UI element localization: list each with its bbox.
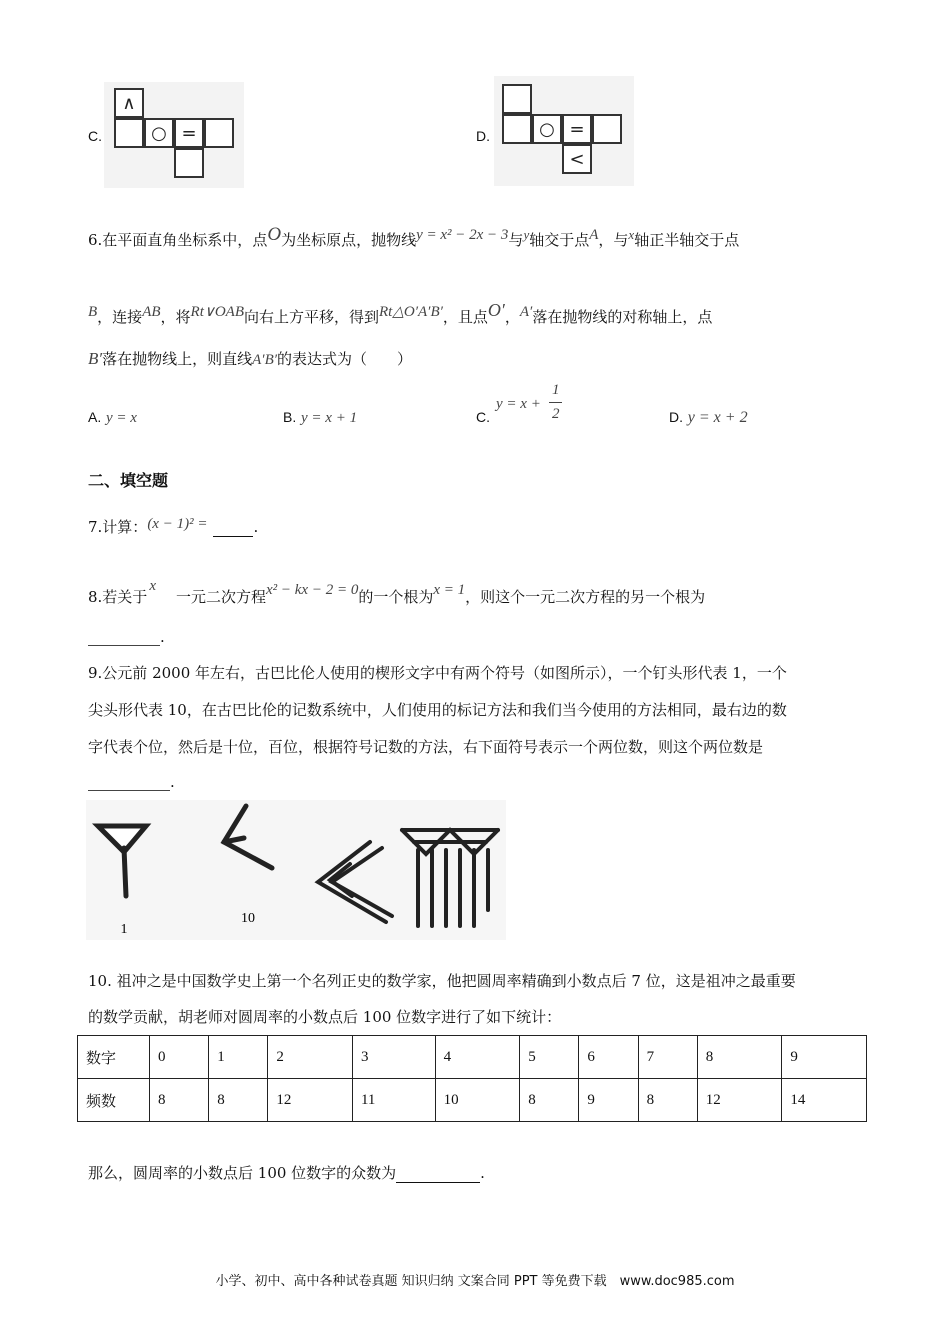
q8-text: 一元二次方程 xyxy=(175,588,266,606)
q6-option-a xyxy=(88,408,137,427)
table-cell: 12 xyxy=(697,1079,782,1122)
option-c-label: C. xyxy=(88,128,102,144)
table-row-header: 数字 xyxy=(78,1036,150,1079)
q10-end: . xyxy=(480,1164,485,1182)
net-figure-c xyxy=(104,82,244,188)
table-cell: 12 xyxy=(268,1079,353,1122)
q6-text: ，连接 xyxy=(97,308,143,326)
q9-line1: 9.公元前 2000 年左右，古巴比伦人使用的楔形文字中有两个符号（如图所示），一个钉头形代表 1，一个 xyxy=(88,664,787,682)
q8-root: x = 1 xyxy=(433,582,466,598)
net-cell: = xyxy=(562,114,592,144)
table-cell: 9 xyxy=(579,1079,638,1122)
q8 xyxy=(88,578,705,607)
table-row xyxy=(78,1036,867,1079)
q6-line3 xyxy=(88,348,412,369)
q6-line2 xyxy=(88,300,712,327)
math-triangle-oab-prime: Rt△O′A′B′ xyxy=(379,304,443,320)
q6-text: 落在抛物线上，则直线 xyxy=(102,350,253,368)
q9-line3: 字代表个位，然后是十位，百位，根据符号记数的方法，右下面符号表示一个两位数，则这个两位数是 xyxy=(88,738,764,756)
combined-symbol xyxy=(318,830,498,926)
net-cell: ∧ xyxy=(114,88,144,118)
frequency-table xyxy=(77,1035,867,1122)
q7 xyxy=(88,516,258,537)
q6-text: ，与 xyxy=(598,231,629,249)
table-cell: 8 xyxy=(209,1079,268,1122)
net-cell xyxy=(502,114,532,144)
q6-option-c xyxy=(476,408,490,426)
angle-head-symbol xyxy=(224,806,272,868)
math-a-prime: A′ xyxy=(519,304,533,320)
option-label: B. xyxy=(283,409,297,425)
parabola-expr: y = x² − 2x − 3 xyxy=(416,227,509,243)
label-ten: 10 xyxy=(241,911,255,926)
table-cell: 8 xyxy=(697,1036,782,1079)
q10-after-text: 那么，圆周率的小数点后 100 位数字的众数为 xyxy=(88,1164,397,1182)
q6-text: 6.在平面直角坐标系中，点 xyxy=(88,231,268,249)
fraction-denominator: 2 xyxy=(552,406,560,422)
page-footer: 小学、初中、高中各种试卷真题 知识归纳 文案合同 PPT 等免费下载 www.doc985.com xyxy=(215,1274,735,1289)
answer-blank xyxy=(88,631,160,646)
option-d-label: D. xyxy=(476,128,490,144)
math-a: A xyxy=(589,227,599,243)
table-cell: 14 xyxy=(782,1079,867,1122)
q6-text: ，将 xyxy=(160,308,191,326)
math-x: x xyxy=(149,578,156,594)
option-label: A. xyxy=(88,409,102,425)
net-cell: ○ xyxy=(144,118,174,148)
q6-text: 向右上方平移，得到 xyxy=(244,308,380,326)
table-row xyxy=(78,1079,867,1122)
net-figure-d xyxy=(494,76,634,186)
section-heading: 二、填空题 xyxy=(88,471,169,490)
table-cell: 1 xyxy=(209,1036,268,1079)
q7-expr: (x − 1)² = xyxy=(147,516,208,532)
q6-line1 xyxy=(88,224,739,250)
q6-text: 轴正半轴交于点 xyxy=(634,231,740,249)
nail-head-symbol xyxy=(98,826,146,896)
table-cell: 9 xyxy=(782,1036,867,1079)
q10-line2: 的数学贡献，胡老师对圆周率的小数点后 100 位数字进行了如下统计： xyxy=(88,1008,562,1026)
net-cell xyxy=(502,84,532,114)
q7-prefix: 7.计算： xyxy=(88,518,148,536)
math-o: O xyxy=(267,224,282,245)
math-o-prime: O′ xyxy=(487,300,505,320)
net-cell: < xyxy=(562,144,592,174)
table-cell: 10 xyxy=(435,1079,520,1122)
table-cell: 5 xyxy=(520,1036,579,1079)
q8-equation: x² − kx − 2 = 0 xyxy=(266,582,359,598)
answer-blank xyxy=(88,776,170,791)
q6-text: 轴交于点 xyxy=(529,231,590,249)
net-cell xyxy=(114,118,144,148)
q9-blank-line xyxy=(88,773,175,791)
option-expr: y = x + xyxy=(496,396,541,412)
option-expr: y = x + 2 xyxy=(687,409,748,426)
q6-text: 为坐标原点，抛物线 xyxy=(281,231,417,249)
option-label: D. xyxy=(669,409,683,425)
table-cell: 8 xyxy=(520,1079,579,1122)
option-expr: y = x + 1 xyxy=(301,410,358,426)
net-cell: ○ xyxy=(532,114,562,144)
q8-text: 的一个根为 xyxy=(358,588,434,606)
cuneiform-figure xyxy=(86,800,506,940)
q10-line1: 10. 祖冲之是中国数学史上第一个名列正史的数学家，他把圆周率精确到小数点后 7 位，这是祖冲之最重要 xyxy=(88,972,796,990)
q6-text: ，且点 xyxy=(442,308,488,326)
q8-end: . xyxy=(160,628,165,646)
table-cell: 7 xyxy=(638,1036,697,1079)
net-cell: = xyxy=(174,118,204,148)
q6-text: 的表达式为（ ） xyxy=(277,350,413,368)
q6-option-b xyxy=(283,408,357,427)
answer-blank xyxy=(396,1168,480,1183)
table-row-header: 频数 xyxy=(78,1079,150,1122)
net-cell xyxy=(204,118,234,148)
math-ab: AB xyxy=(142,304,161,320)
net-cell xyxy=(592,114,622,144)
table-cell: 4 xyxy=(435,1036,520,1079)
q9-line2: 尖头形代表 10，在古巴比伦的记数系统中，人们使用的标记方法和我们当今使用的方法相同，最右边的数 xyxy=(88,701,787,719)
q8-text: ，则这个一元二次方程的另一个根为 xyxy=(465,588,706,606)
math-y: y xyxy=(523,227,530,242)
q6-option-d xyxy=(669,408,748,427)
fraction-numerator: 1 xyxy=(552,382,560,398)
math-b-prime: B′ xyxy=(88,349,103,368)
cuneiform-drawing xyxy=(86,800,506,940)
math-x: x xyxy=(628,227,635,242)
q6-text: 落在抛物线的对称轴上，点 xyxy=(532,308,713,326)
math-b: B xyxy=(88,304,98,320)
math-triangle-oab: Rt∨OAB xyxy=(190,304,244,320)
q6-text: 与 xyxy=(508,231,524,249)
q8-blank-line xyxy=(88,628,165,646)
q9-end: . xyxy=(170,773,175,791)
answer-blank xyxy=(213,522,253,537)
table-cell: 3 xyxy=(352,1036,435,1079)
option-label: C. xyxy=(476,409,490,425)
fraction-bar xyxy=(549,402,562,403)
table-cell: 2 xyxy=(268,1036,353,1079)
label-one: 1 xyxy=(120,922,128,937)
math-ab-prime: A′B′ xyxy=(252,352,278,368)
q10-after xyxy=(88,1162,485,1183)
table-cell: 8 xyxy=(150,1079,209,1122)
q6-text: ， xyxy=(504,308,520,326)
table-cell: 8 xyxy=(638,1079,697,1122)
table-cell: 0 xyxy=(150,1036,209,1079)
q8-text: 8.若关于 xyxy=(88,588,148,606)
table-cell: 11 xyxy=(352,1079,435,1122)
net-cell xyxy=(174,148,204,178)
table-cell: 6 xyxy=(579,1036,638,1079)
option-expr: y = x xyxy=(106,410,137,426)
q7-end: . xyxy=(253,518,259,536)
